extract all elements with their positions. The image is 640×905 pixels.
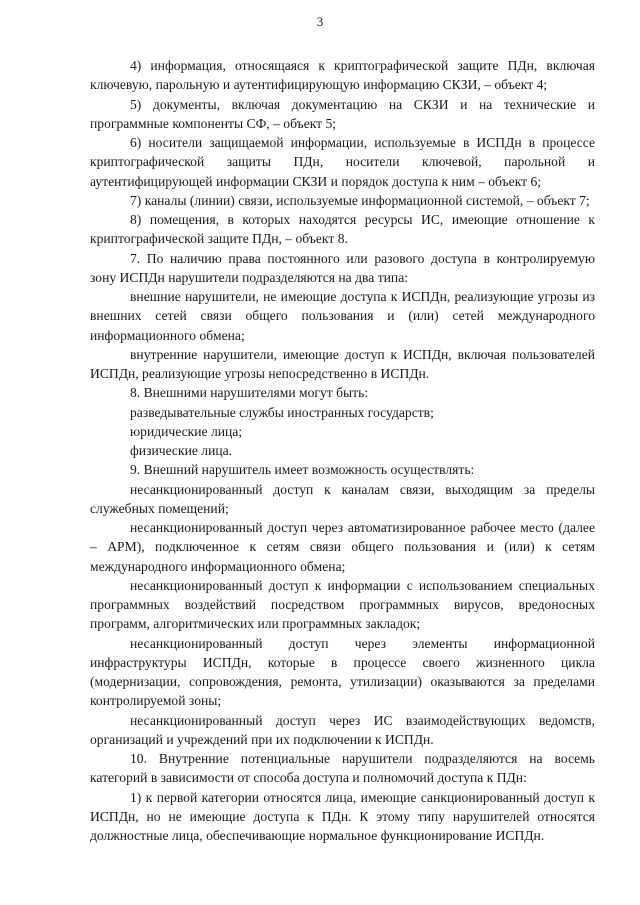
paragraph: 5) документы, включая документацию на СКЗИ и на технические и программные компоненты СФ, – объект 5;	[90, 96, 595, 131]
paragraph: 4) информация, относящаяся к криптографической защите ПДн, включая ключевую, парольную и аутентифицирующую информацию СКЗИ, – объект 4;	[90, 58, 595, 93]
document-body	[90, 56, 595, 845]
page-number: 3	[316, 14, 324, 29]
paragraph: 8) помещения, в которых находятся ресурсы ИС, имеющие отношение к криптографической защите ПДн, – объект 8.	[90, 212, 595, 247]
paragraph: несанкционированный доступ через элементы информационной инфраструктуры ИСПДн, которые в процессе своего жизненного цикла (модернизации, сопровождения, ремонта, утилизации) оказываются за пределами контролируемой зоны;	[90, 635, 595, 709]
paragraph: несанкционированный доступ через ИС взаимодействующих ведомств, организаций и учреждений при их подключении к ИСПДн.	[90, 712, 595, 747]
paragraph: 7. По наличию права постоянного или разового доступа в контролируемую зону ИСПДн нарушители подразделяются на два типа:	[90, 250, 595, 285]
paragraph: 10. Внутренние потенциальные нарушители подразделяются на восемь категорий в зависимости от способа доступа и полномочий доступа к ПДн:	[90, 751, 595, 786]
paragraph: 8. Внешними нарушителями могут быть:	[130, 385, 369, 401]
paragraph: несанкционированный доступ к каналам связи, выходящим за пределы служебных помещений;	[90, 481, 595, 516]
paragraph: несанкционированный доступ через автоматизированное рабочее место (далее – АРМ), подключенное к сетям связи общего пользования и (или) к сетям международного информационного обмена;	[90, 520, 595, 574]
paragraph: 1) к первой категории относятся лица, имеющие санкционированный доступ к ИСПДн, но не имеющие доступа к ПДн. К этому типу нарушителей относятся должностные лица, обеспечивающие нормальное функционирование ИСПДн.	[90, 789, 595, 843]
paragraph: юридические лица;	[130, 423, 243, 439]
paragraph: разведывательные службы иностранных государств;	[130, 404, 434, 420]
paragraph: 7) каналы (линии) связи, используемые информационной системой, – объект 7;	[130, 192, 590, 208]
paragraph: несанкционированный доступ к информации с использованием специальных программных воздействий посредством программных вирусов, вредоносных программ, алгоритмических или программных закладок;	[90, 577, 595, 632]
paragraph: физические лица.	[130, 443, 233, 458]
paragraph: 9. Внешний нарушитель имеет возможность осуществлять:	[130, 462, 475, 478]
paragraph: внешние нарушители, не имеющие доступа к ИСПДн, реализующие угрозы из внешних сетей связи общего пользования и (или) сетей международного информационного обмена;	[90, 289, 595, 343]
paragraph: внутренние нарушители, имеющие доступ к ИСПДн, включая пользователей ИСПДн, реализующие угрозы непосредственно в ИСПДн.	[90, 346, 595, 381]
paragraph: 6) носители защищаемой информации, используемые в ИСПДн в процессе криптографической защиты ПДн, носители ключевой, парольной и аутентифицирующей информации СКЗИ и порядок доступа к ним – объект 6;	[90, 135, 595, 189]
